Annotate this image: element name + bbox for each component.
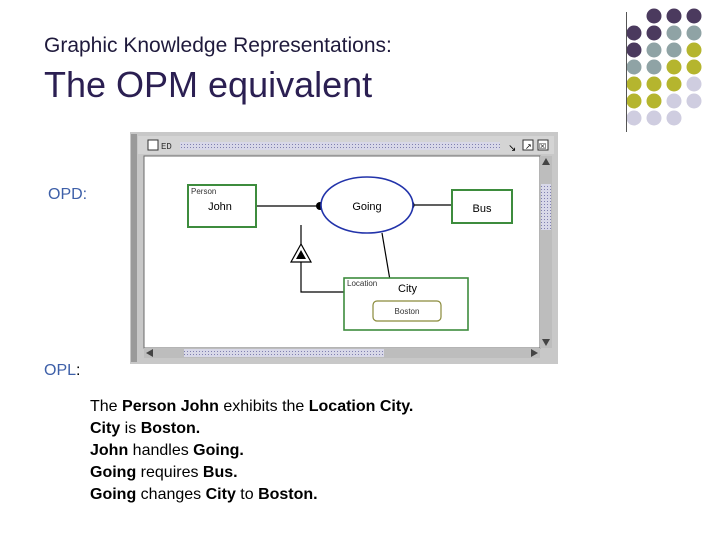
opd-diagram-window xyxy=(130,132,558,364)
decorative-dot xyxy=(687,26,702,41)
opl-sentence: John handles Going. xyxy=(90,442,244,459)
opl-sentence: The Person John exhibits the Location City. xyxy=(90,398,414,415)
decorative-dot xyxy=(647,26,662,41)
decorative-dot xyxy=(627,94,642,109)
vertical-scrollbar-thumb[interactable] xyxy=(541,184,551,230)
object-class-label: Person xyxy=(191,187,217,196)
decorative-dot xyxy=(667,60,682,75)
object-person-john[interactable] xyxy=(188,185,256,227)
slide-subtitle: The OPM equivalent xyxy=(44,64,373,105)
process-going[interactable] xyxy=(321,177,413,233)
decorative-dot xyxy=(627,43,642,58)
decorative-dot xyxy=(647,77,662,92)
opl-sentences xyxy=(90,396,413,506)
decorative-dot xyxy=(627,26,642,41)
window-close-icon[interactable] xyxy=(538,140,548,151)
opl-label-colon: : xyxy=(76,362,81,379)
decorative-dot xyxy=(687,43,702,58)
window-minimize-icon[interactable] xyxy=(508,143,516,154)
window-restore-icon[interactable] xyxy=(523,140,533,151)
object-label: Bus xyxy=(472,203,492,215)
decorative-dot xyxy=(627,60,642,75)
opl-sentence: Going changes City to Boston. xyxy=(90,486,318,503)
decorative-dot xyxy=(647,94,662,109)
svg-text:↘: ↘ xyxy=(508,143,517,154)
object-class-label: Location xyxy=(347,279,378,288)
object-bus[interactable] xyxy=(452,190,512,223)
svg-text:☒: ☒ xyxy=(539,142,547,151)
decorative-dot xyxy=(687,77,702,92)
decorative-dot xyxy=(687,94,702,109)
object-instance-label: John xyxy=(208,201,232,213)
window-menu-glyph: ED xyxy=(161,142,172,152)
decorative-dot xyxy=(667,111,682,126)
process-label: Going xyxy=(352,201,382,213)
state-label: Boston xyxy=(394,307,420,316)
decorative-dot xyxy=(647,111,662,126)
object-instance-label: City xyxy=(398,283,417,295)
decorative-dot xyxy=(627,111,642,126)
state-boston[interactable] xyxy=(373,301,441,321)
opl-sentence: City is Boston. xyxy=(90,420,201,437)
decorative-dot xyxy=(647,43,662,58)
decorative-dot xyxy=(647,9,662,24)
decorative-dot xyxy=(667,9,682,24)
decorative-dot xyxy=(667,43,682,58)
title-divider-line xyxy=(626,12,627,132)
object-location-city[interactable] xyxy=(344,278,468,330)
opl-sentence: Going requires Bus. xyxy=(90,464,238,481)
decorative-dot xyxy=(667,77,682,92)
opl-label xyxy=(44,362,80,380)
decorative-dot xyxy=(627,77,642,92)
window-menu-icon[interactable] xyxy=(148,140,158,150)
decorative-dot xyxy=(647,60,662,75)
svg-text:↗: ↗ xyxy=(525,142,532,151)
opl-label-text: OPL xyxy=(44,362,77,379)
slide-title: Graphic Knowledge Representations: xyxy=(44,34,392,57)
decorative-dot xyxy=(687,60,702,75)
decorative-dot xyxy=(687,9,702,24)
horizontal-scrollbar-thumb[interactable] xyxy=(184,349,384,357)
decorative-dot xyxy=(667,94,682,109)
decorative-dot xyxy=(667,26,682,41)
opd-label: OPD: xyxy=(48,186,88,203)
